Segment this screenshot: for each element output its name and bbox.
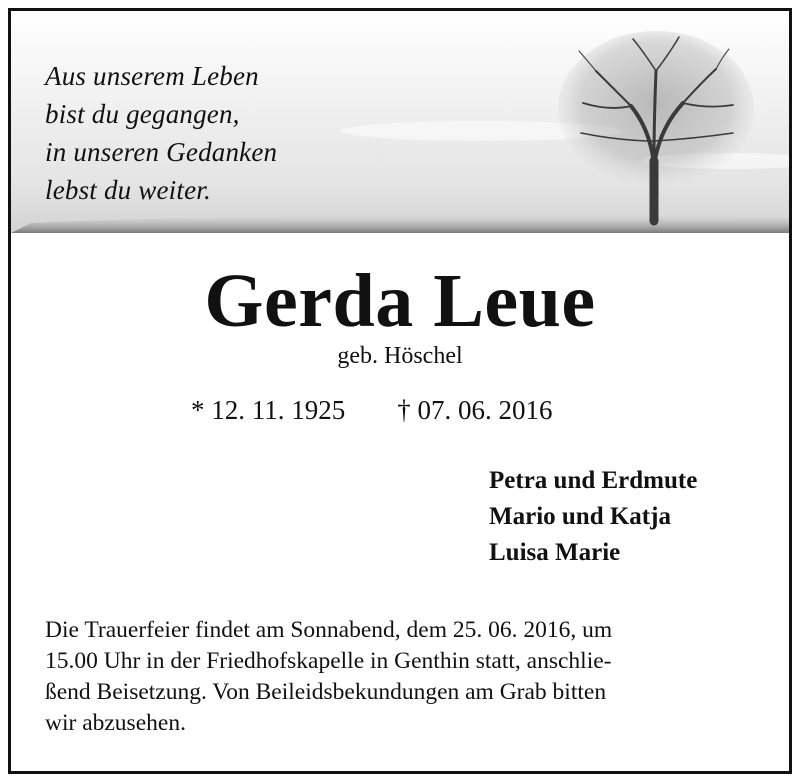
birth-date: * 12. 11. 1925 — [191, 395, 346, 425]
funeral-info-line: Die Trauerfeier findet am Sonnabend, dem 25. 06. 2016, um — [45, 617, 613, 643]
mourner: Mario und Katja — [489, 503, 671, 530]
poem-line: Aus unserem Leben — [45, 61, 259, 91]
maiden-name: geb. Höschel — [337, 343, 463, 369]
life-dates — [191, 393, 553, 427]
funeral-info-line: wir abzusehen. — [45, 710, 186, 736]
funeral-info-line: ßend Beisetzung. Von Beileidsbekundungen am Grab bitten — [45, 679, 607, 705]
deceased-name: Gerda Leue — [204, 259, 596, 343]
obituary-notice — [8, 8, 792, 774]
mourners-list — [489, 463, 697, 571]
funeral-info-line: 15.00 Uhr in der Friedhofskapelle in Genthin statt, anschlie- — [45, 648, 612, 674]
death-date: † 07. 06. 2016 — [397, 395, 553, 425]
poem-line: in unseren Gedanken — [45, 137, 278, 167]
poem — [45, 57, 277, 209]
mourner: Petra und Erdmute — [489, 467, 698, 494]
poem-line: lebst du weiter. — [45, 175, 211, 205]
funeral-info — [45, 615, 612, 739]
poem-line: bist du gegangen, — [45, 99, 240, 129]
mourner: Luisa Marie — [489, 539, 621, 566]
